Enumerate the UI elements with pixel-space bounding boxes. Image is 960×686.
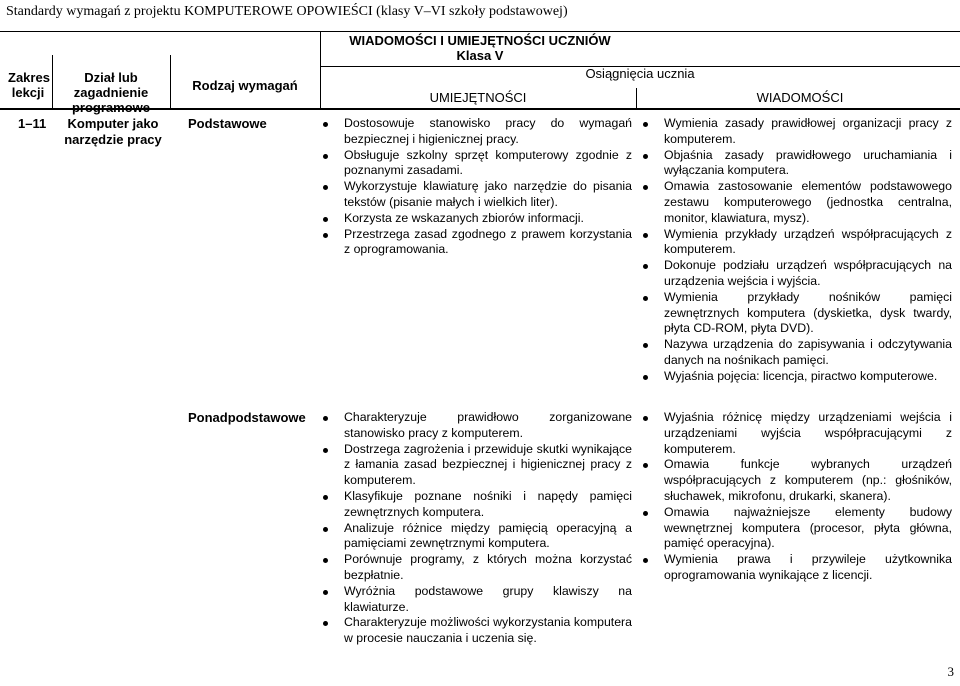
- header-dzial: Dział lub zagadnienie programowe: [71, 70, 150, 115]
- col-divider-2: [170, 55, 171, 109]
- col-divider-4: [636, 88, 637, 109]
- list-item: Wykorzystuje klawiaturę jako narzędzie do pisania tekstów (pisanie małych i wielkich liter).: [320, 179, 632, 211]
- header-umiejetnosci: UMIEJĘTNOŚCI: [429, 90, 527, 105]
- list-item: Wyjaśnia pojęcia: licencja, piractwo komputerowe.: [640, 369, 952, 385]
- rodzaj-ponadpodstawowe: Ponadpodstawowe: [188, 410, 306, 425]
- list-item: Charakteryzuje prawidłowo zorganizowane stanowisko pracy z komputerem.: [320, 410, 632, 442]
- zakres-lekcji-value: 1–11: [18, 116, 47, 131]
- header-zakres-lekcji: Zakres lekcji: [8, 70, 50, 100]
- list-item: Wymienia prawa i przywileje użytkownika oprogramowania wynikające z licencji.: [640, 552, 952, 584]
- header-wiadomosci: WIADOMOŚCI: [756, 90, 844, 105]
- list-item: Korzysta ze wskazanych zbiorów informacji.: [320, 211, 632, 227]
- umiejetnosci-list-podstawowe: [320, 116, 632, 258]
- header-title-line1: WIADOMOŚCI I UMIEJĘTNOŚCI UCZNIÓW: [349, 33, 611, 48]
- header-osiagniecia: Osiągnięcia ucznia: [585, 66, 695, 81]
- list-item: Wymienia przykłady urządzeń współpracujących z komputerem.: [640, 227, 952, 259]
- list-item: Omawia funkcje wybranych urządzeń współpracujących z komputerem (np.: głośników, słuchawek, mikrofonu, drukarki, skanera).: [640, 457, 952, 504]
- list-item: Porównuje programy, z których można korzystać bezpłatnie.: [320, 552, 632, 584]
- header-rodzaj: Rodzaj wymagań: [192, 78, 298, 93]
- list-item: Dostosowuje stanowisko pracy do wymagań bezpiecznej i higienicznej pracy.: [320, 116, 632, 148]
- list-item: Dostrzega zagrożenia i przewiduje skutki wynikające z łamania zasad bezpiecznej i higienicznej pracy z komputerem.: [320, 442, 632, 489]
- list-item: Obsługuje szkolny sprzęt komputerowy zgodnie z poznanymi zasadami.: [320, 148, 632, 180]
- table-top-rule: [0, 31, 960, 32]
- wiadomosci-list-podstawowe: [640, 116, 952, 385]
- list-item: Analizuje różnice między pamięcią operacyjną a pamięciami zewnętrznymi komputera.: [320, 521, 632, 553]
- list-item: Klasyfikuje poznane nośniki i napędy pamięci zewnętrznych komputera.: [320, 489, 632, 521]
- col-divider-1: [52, 55, 53, 109]
- wiadomosci-list-ponadpodstawowe: [640, 410, 952, 584]
- list-item: Objaśnia zasady prawidłowego uruchamiania i wyłączania komputera.: [640, 148, 952, 180]
- running-header: Standardy wymagań z projektu KOMPUTEROWE OPOWIEŚCI (klasy V–VI szkoły podstawowej): [6, 4, 568, 19]
- umiejetnosci-list-ponadpodstawowe: [320, 410, 632, 647]
- rodzaj-podstawowe: Podstawowe: [188, 116, 267, 131]
- list-item: Wymienia przykłady nośników pamięci zewnętrznych komputera (dyskietka, dysk twardy, płyta CD-ROM, płyta DVD).: [640, 290, 952, 337]
- list-item: Charakteryzuje możliwości wykorzystania komputera w procesie nauczania i uczenia się.: [320, 615, 632, 647]
- list-item: Omawia zastosowanie elementów podstawowego zestawu komputerowego (jednostka centralna, monitor, klawiatura, mysz).: [640, 179, 952, 226]
- list-item: Dokonuje podziału urządzeń współpracujących na urządzenia wejścia i wyjścia.: [640, 258, 952, 290]
- dzial-value: Komputer jako narzędzie pracy: [64, 116, 162, 147]
- list-item: Omawia najważniejsze elementy budowy wewnętrznej komputera (procesor, płyta główna, pamięć operacyjna).: [640, 505, 952, 552]
- list-item: Przestrzega zasad zgodnego z prawem korzystania z oprogramowania.: [320, 227, 632, 259]
- header-title-line2: Klasa V: [456, 48, 504, 63]
- list-item: Wyróżnia podstawowe grupy klawiszy na klawiaturze.: [320, 584, 632, 616]
- list-item: Wyjaśnia różnicę między urządzeniami wejścia i urządzeniami wyjścia współpracującymi z komputerem.: [640, 410, 952, 457]
- list-item: Nazywa urządzenia do zapisywania i odczytywania danych na nośnikach pamięci.: [640, 337, 952, 369]
- list-item: Wymienia zasady prawidłowej organizacji pracy z komputerem.: [640, 116, 952, 148]
- page-number: 3: [947, 664, 954, 679]
